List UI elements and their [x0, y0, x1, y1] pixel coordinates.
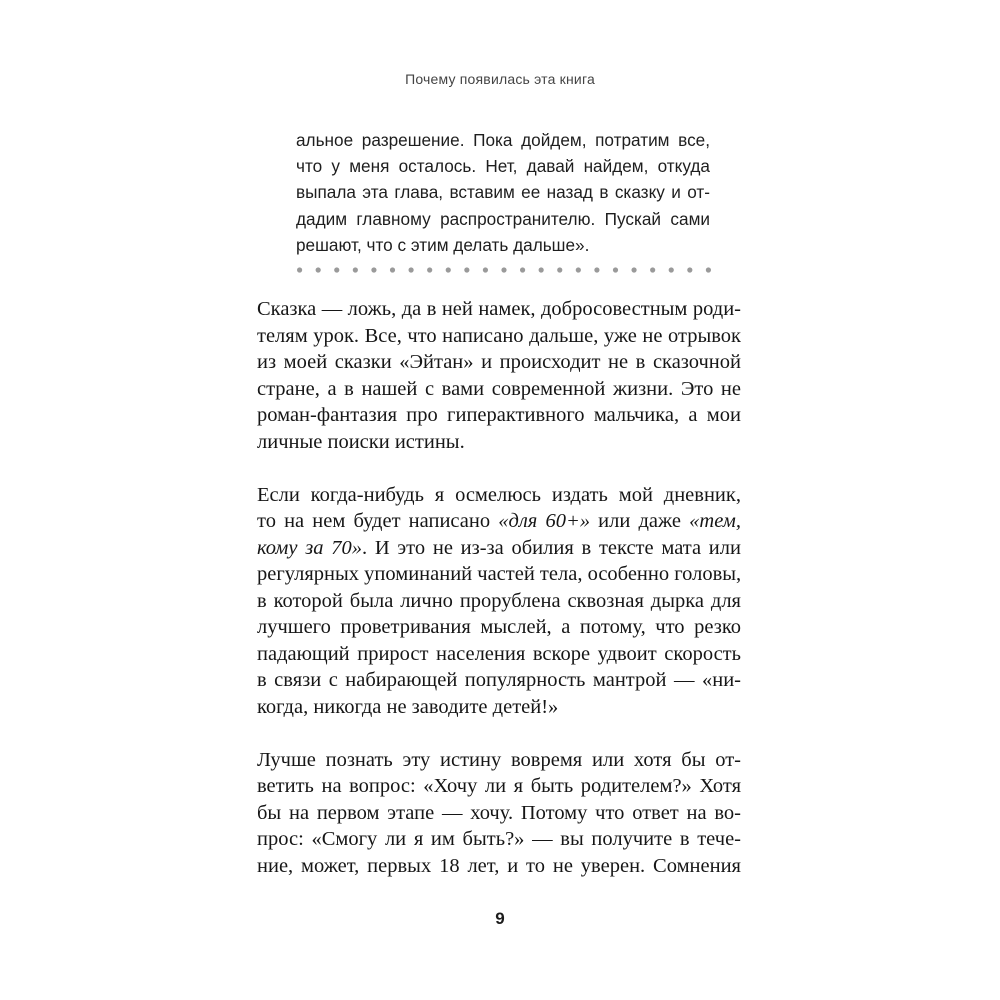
separator-dot — [557, 267, 562, 272]
text-line: из моей сказки «Эйтан» и происходит не в сказочной — [257, 351, 741, 373]
separator-dot — [650, 267, 655, 272]
body-text — [257, 296, 741, 906]
running-header: Почему появилась эта книга — [405, 71, 595, 87]
separator-dot — [613, 267, 618, 272]
separator-dot — [669, 267, 674, 272]
italic-phrase: «тем, — [689, 510, 742, 532]
text-line: стране, а в нашей с вами современной жизни. Это не — [257, 377, 741, 400]
separator-dot — [706, 267, 711, 272]
separator-dot — [334, 267, 339, 272]
separator-dot — [316, 267, 321, 272]
text-line: прос: «Смогу ли я им быть?» — вы получите в тече- — [257, 828, 741, 850]
page-number: 9 — [495, 909, 505, 928]
italic-phrase: кому за 70» — [257, 536, 362, 559]
text-line: когда, никогда не заводите детей!» — [257, 695, 559, 718]
separator-dot — [408, 267, 413, 272]
text-line: падающий прирост населения вскоре удвоит скорость — [257, 642, 741, 665]
separator-dot — [576, 267, 581, 272]
separator-dot — [520, 267, 525, 272]
text-line: в связи с набирающей популярность мантрой — «ни- — [257, 669, 741, 691]
text-line: Если когда-нибудь я осмелюсь издать мой дневник, — [257, 483, 741, 506]
separator-dot — [353, 267, 358, 272]
text-fragment: или даже — [590, 510, 690, 532]
separator-dot — [297, 267, 302, 272]
separator-dot — [427, 267, 432, 272]
text-line: ние, может, первых 18 лет, и то не уверен. Сомнения — [257, 854, 741, 877]
italic-phrase: «для 60+» — [498, 510, 591, 532]
separator-dot — [594, 267, 599, 272]
separator-dot — [687, 267, 692, 272]
text-line: в которой была лично прорублена сквозная дырка для — [257, 589, 741, 612]
fairy-tale-excerpt — [296, 127, 710, 258]
separator-dot — [446, 267, 451, 272]
dotted-separator — [297, 266, 711, 274]
separator-dot — [501, 267, 506, 272]
text-line: роман-фантазия про гиперактивного мальчика, а мои — [257, 404, 741, 426]
excerpt-line: выпала эта глава, вставим ее назад в сказку и от- — [296, 182, 710, 203]
paragraph-3 — [257, 747, 741, 880]
text-line — [257, 508, 741, 535]
text-line: Сказка — ложь, да в ней намек, добросовестным роди- — [257, 298, 741, 320]
text-line: лучшего проветривания мыслей, а потому, что резко — [257, 616, 741, 638]
separator-dot — [483, 267, 488, 272]
text-line — [257, 535, 741, 562]
text-line: телям урок. Все, что написано дальше, уже не отрывок — [257, 324, 741, 347]
separator-dot — [371, 267, 376, 272]
paragraph-2 — [257, 482, 741, 721]
excerpt-line: дадим главному распространителю. Пускай сами — [296, 208, 710, 229]
text-line: личные поиски истины. — [257, 430, 465, 453]
excerpt-line: альное разрешение. Пока дойдем, потратим все, — [296, 130, 710, 150]
text-fragment: . И это не из-за обилия в тексте мата или — [361, 536, 741, 559]
text-line: бы на первом этапе — хочу. Потому что ответ на во- — [257, 801, 741, 824]
paragraph-1 — [257, 296, 741, 455]
separator-dot — [631, 267, 636, 272]
excerpt-line: что у меня осталось. Нет, давай найдем, откуда — [296, 156, 710, 177]
text-line: регулярных упоминаний частей тела, особенно головы, — [257, 563, 742, 585]
separator-dot — [539, 267, 544, 272]
excerpt-line: решают, что с этим делать дальше». — [296, 234, 590, 255]
separator-dot — [464, 267, 469, 272]
text-fragment: то на нем будет написано — [257, 510, 499, 532]
text-line: Лучше познать эту истину вовремя или хотя бы от- — [257, 748, 741, 771]
text-line: ветить на вопрос: «Хочу ли я быть родителем?» Хотя — [257, 775, 741, 797]
separator-dot — [390, 267, 395, 272]
